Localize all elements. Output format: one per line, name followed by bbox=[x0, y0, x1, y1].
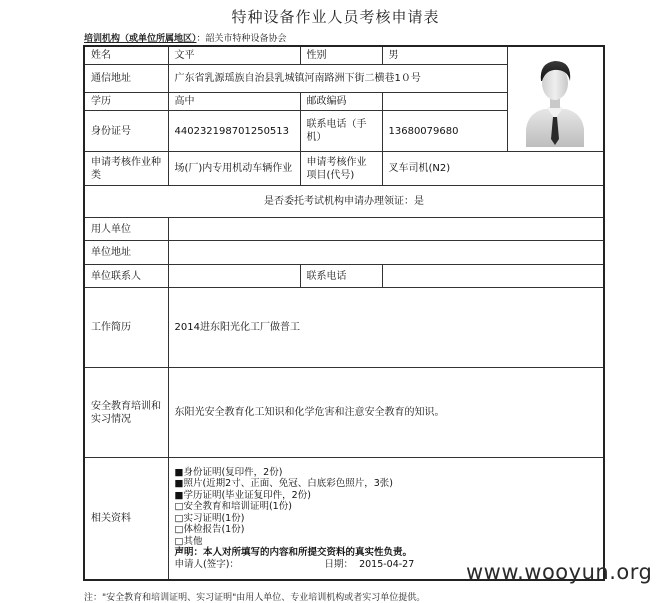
training-org-label: 培训机构（或单位所属地区） bbox=[84, 34, 197, 44]
employer-label: 用人单位 bbox=[84, 218, 168, 241]
signature-label: 申请人(签字)： bbox=[174, 558, 239, 570]
photo-cell bbox=[507, 46, 604, 152]
contact-phone-label: 联系电话 bbox=[300, 265, 382, 288]
gender-value[interactable]: 男 bbox=[382, 46, 507, 64]
id-number-label: 身份证号 bbox=[84, 111, 168, 152]
material-item[interactable]: ■学历证明(毕业证复印件，2份) bbox=[174, 489, 311, 501]
item-label: 申请考核作业项目(代号) bbox=[300, 152, 382, 186]
material-item[interactable]: □体检报告(1份) bbox=[174, 524, 245, 535]
contact-phone-value[interactable] bbox=[382, 265, 604, 288]
materials-label: 相关资料 bbox=[84, 458, 168, 580]
watermark-text: www.wooyun.org bbox=[466, 560, 653, 584]
name-value[interactable]: 文平 bbox=[168, 46, 300, 64]
bottom-note: 注："安全教育和培训证明、实习证明"由用人单位、专业培训机构或者实习单位提供。 bbox=[84, 593, 426, 603]
category-value[interactable]: 场(厂)内专用机动车辆作业 bbox=[168, 152, 300, 186]
gender-label: 性别 bbox=[300, 46, 382, 64]
safety-training-value[interactable]: 东阳光安全教育化工知识和化学危害和注意安全教育的知识。 bbox=[168, 368, 604, 458]
id-number-value[interactable]: 440232198701250513 bbox=[168, 111, 300, 152]
date-value[interactable]: 2015-04-27 bbox=[359, 558, 415, 570]
employer-value[interactable] bbox=[168, 218, 604, 241]
contact-person-value[interactable] bbox=[168, 265, 300, 288]
material-item[interactable]: □其他 bbox=[174, 535, 203, 547]
statement-text: 声明：本人对所填写的内容和所提交资料的真实性负责。 bbox=[174, 547, 413, 558]
training-org-line bbox=[84, 31, 287, 44]
work-history-label: 工作简历 bbox=[84, 288, 168, 368]
address-label: 通信地址 bbox=[84, 64, 168, 92]
postcode-value[interactable] bbox=[382, 93, 507, 111]
application-form-table bbox=[83, 45, 605, 581]
item-value[interactable]: 叉车司机(N2) bbox=[382, 152, 604, 186]
contact-person-label: 单位联系人 bbox=[84, 265, 168, 288]
category-label: 申请考核作业种类 bbox=[84, 152, 168, 186]
material-item[interactable]: ■身份证明(复印件，2份) bbox=[174, 466, 283, 478]
work-history-value[interactable]: 2014进东阳光化工厂做普工 bbox=[168, 288, 604, 368]
name-label: 姓名 bbox=[84, 46, 168, 64]
date-label: 日期： bbox=[324, 558, 354, 570]
phone-label: 联系电话（手机） bbox=[300, 111, 382, 152]
address-value[interactable]: 广东省乳源瑶族自治县乳城镇河南路洲下街二横巷1０号 bbox=[168, 64, 507, 92]
postcode-label: 邮政编码 bbox=[300, 93, 382, 111]
avatar-icon bbox=[524, 47, 586, 147]
employer-address-label: 单位地址 bbox=[84, 241, 168, 265]
material-item[interactable]: □安全教育和培训证明(1份) bbox=[174, 501, 292, 512]
education-value[interactable]: 高中 bbox=[168, 93, 300, 111]
delegate-row: 是否委托考试机构申请办理领证：是 bbox=[84, 186, 604, 218]
education-label: 学历 bbox=[84, 93, 168, 111]
material-item[interactable]: ■照片(近期2寸、正面、免冠、白底彩色照片，3张) bbox=[174, 478, 393, 489]
training-org-value: ：韶关市特种设备协会 bbox=[196, 34, 287, 44]
employer-address-value[interactable] bbox=[168, 241, 604, 265]
page-title: 特种设备作业人员考核申请表 bbox=[231, 8, 440, 26]
material-item[interactable]: □实习证明(1份) bbox=[174, 512, 245, 524]
safety-training-label: 安全教育培训和实习情况 bbox=[84, 368, 168, 458]
phone-value[interactable]: 13680079680 bbox=[382, 111, 507, 152]
